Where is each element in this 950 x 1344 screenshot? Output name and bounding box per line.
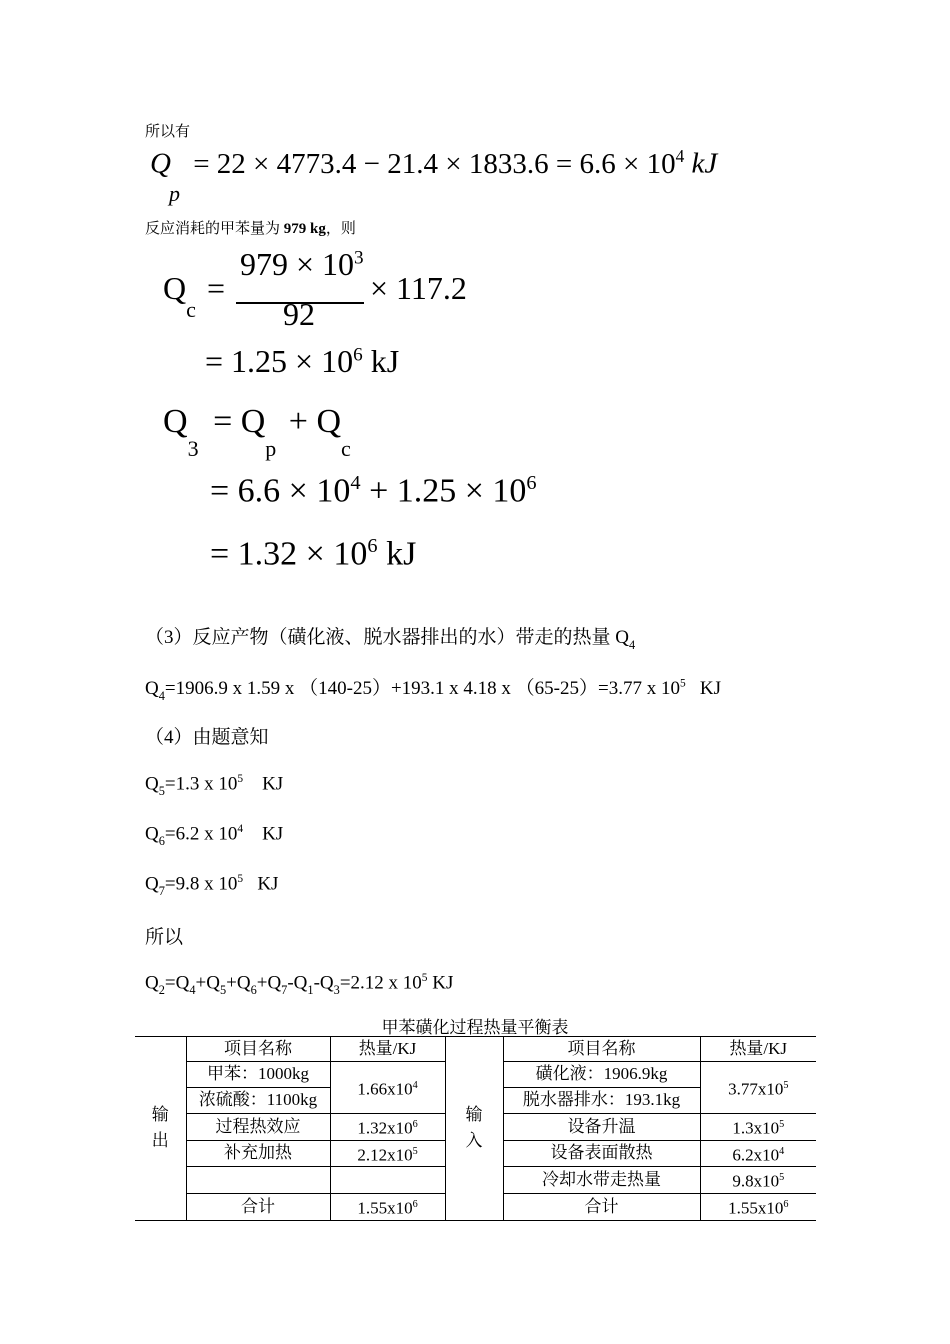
right-total-label: 合计 (503, 1193, 700, 1220)
left-r1-value: $1.66x10^4$ (330, 1062, 445, 1114)
eq-q3-l2-exp1: 4 (350, 472, 361, 494)
table-header-row (135, 1037, 816, 1062)
right-r4-name: 冷却水带走热量 (503, 1167, 700, 1194)
header-heat-left: 热量/KJ (330, 1037, 445, 1062)
q2-exp: 5 (421, 972, 428, 984)
right-r4-value: $9.8x10^5$ (700, 1167, 816, 1194)
q7-exp: 5 (237, 873, 244, 885)
eq-qc-result: = $1.25 \times 10^6$ kJ (205, 343, 400, 379)
header-name-right: 项目名称 (503, 1037, 700, 1062)
q2-unit: KJ (427, 972, 454, 994)
right-r1b: 脱水器排水：193.1kg (522, 1090, 681, 1109)
q7-line: $Q_7=9.8$ x $10^5$ KJ (145, 873, 279, 898)
left-r3-value: $2.12x10^5$ (330, 1140, 445, 1167)
header-name-left: 项目名称 (186, 1037, 330, 1062)
left-r3-name: 补充加热 (186, 1140, 330, 1167)
text-so-you: 所以有 (145, 124, 191, 140)
group-output: 输 出 (135, 1037, 186, 1221)
q7-unit: KJ (243, 873, 279, 895)
section-3-sub: 4 (628, 637, 636, 652)
q6-main: =6.2 x 10 (164, 823, 238, 845)
section-4-heading: （4）由题意知 (145, 727, 269, 748)
q2-line: $Q_2=Q_4+Q_5+Q_6+Q_7-Q_1-Q_3=2.12$ x $10^5$ KJ (145, 972, 454, 997)
equation-q3 (163, 403, 351, 461)
q5-line: $Q_5=1.3$ x $10^5$ KJ (145, 773, 284, 798)
eq-q3-sub-p: p (265, 436, 277, 461)
group-input: 输 入 (445, 1037, 503, 1221)
q4-unit: KJ (685, 678, 722, 699)
eq-q3-plus: + Q (280, 403, 342, 440)
q6-exp: 4 (237, 823, 244, 835)
text-toluene-consumed (145, 217, 356, 238)
right-r3-name: 设备表面散热 (503, 1140, 700, 1167)
eq-q3-l3-exp: 6 (367, 535, 378, 557)
q5-main: =1.3 x 10 (164, 773, 238, 795)
eq-qc-res-exp: 6 (353, 344, 363, 366)
q7-sub: 7 (158, 883, 165, 898)
toluene-before: 反应消耗的甲苯量为 (145, 221, 284, 237)
q2-main: =2.12 x 10 (339, 972, 422, 994)
toluene-amount: 979 kg (283, 221, 326, 237)
header-heat-right: 热量/KJ (700, 1037, 816, 1062)
eq-qc-equals: = (207, 270, 226, 306)
right-r1a: 磺化液：1906.9kg (504, 1062, 700, 1088)
right-r3-value: $6.2x10^4$ (700, 1140, 816, 1167)
q5-sub: 5 (158, 783, 165, 798)
right-r2-name: 设备升温 (503, 1114, 700, 1141)
eq-qp-unit: kJ (684, 147, 718, 180)
eq-qc-lhs: $Q_c$ (163, 270, 196, 322)
eq-qc-res-unit: kJ (362, 343, 400, 379)
left-r1-names (186, 1062, 330, 1114)
left-r4-value (330, 1167, 445, 1194)
q7-main: =9.8 x 10 (164, 873, 238, 895)
left-r2-name: 过程热效应 (186, 1114, 330, 1141)
left-r2-value: $1.32x10^6$ (330, 1114, 445, 1141)
q6-line: $Q_6=6.2$ x $10^4$ KJ (145, 823, 284, 848)
q6-unit: KJ (243, 823, 284, 845)
heat-balance-table (135, 1036, 816, 1221)
q6-sub: 6 (158, 833, 165, 848)
q4-line: $Q_4=1906.9$ x 1.59 x （140-25）+193.1 x 4.18 x （65-25）=3.77 x $10^5$ KJ (145, 677, 722, 703)
eq-qp-lhs-sub: p (168, 180, 180, 206)
text-so: 所以 (145, 927, 184, 948)
left-r1b: 浓硫酸：1100kg (198, 1090, 318, 1109)
eq-qc-times: × 117.2 (370, 270, 467, 306)
eq-q3-l2-exp2: 6 (526, 472, 537, 494)
toluene-after: ，则 (325, 221, 356, 237)
eq-qp-exp: 4 (675, 146, 685, 166)
q4-exp: 5 (679, 677, 686, 690)
right-r1-value: $3.77x10^5$ (700, 1062, 816, 1114)
q5-unit: KJ (243, 773, 284, 795)
section-3-heading: （3）反应产物（磺化液、脱水器排出的水）带走的热量 $Q_4$ (145, 627, 636, 652)
eq-qc-denominator: 92 (283, 296, 315, 332)
right-total-value: $1.55x10^6$ (700, 1193, 816, 1220)
eq-q3-l3-unit: kJ (377, 535, 417, 573)
eq-q3-eq: = Q (213, 403, 266, 440)
left-total-value: $1.55x10^6$ (330, 1193, 445, 1220)
eq-q3-sub-c: c (341, 436, 351, 461)
equation-q3-line3: = $1.32 \times 10^6$ kJ (210, 535, 417, 573)
right-r1-names (503, 1062, 700, 1114)
table-caption: 甲苯磺化过程热量平衡表 (381, 1018, 569, 1037)
q4-sub: 4 (158, 688, 165, 703)
eq-q3-sub: 3 (187, 436, 199, 461)
eq-q3-lhs: Q (163, 403, 188, 440)
eq-qc-numerator: $979 \times 10^3$ (240, 246, 364, 282)
left-total-label: 合计 (186, 1193, 330, 1220)
left-r1a: 甲苯：1000kg (187, 1062, 330, 1088)
left-r4-name (186, 1167, 330, 1194)
eq-qp-lhs: Q (150, 147, 171, 180)
eq-qp-rhs: = 22 × 4773.4 − 21.4 × 1833.6 = 6.6 × 10 (193, 147, 676, 180)
q4-main: =1906.9 x 1.59 x （140-25）+193.1 x 4.18 x （65-25）=3.77 x 10 (164, 678, 680, 699)
right-r2-value: $1.3x10^5$ (700, 1114, 816, 1141)
q5-exp: 5 (237, 773, 244, 785)
eq-qc-num-exp: 3 (354, 247, 364, 269)
equation-qp (150, 146, 718, 206)
eq-q3-l2-mid: + 1.25 × 10 (360, 472, 527, 510)
equation-q3-line2: = $6.6 \times 10^4 + 1.25 \times 10^6$ (210, 472, 537, 510)
eq-qc-lhs-sub: c (186, 297, 196, 322)
